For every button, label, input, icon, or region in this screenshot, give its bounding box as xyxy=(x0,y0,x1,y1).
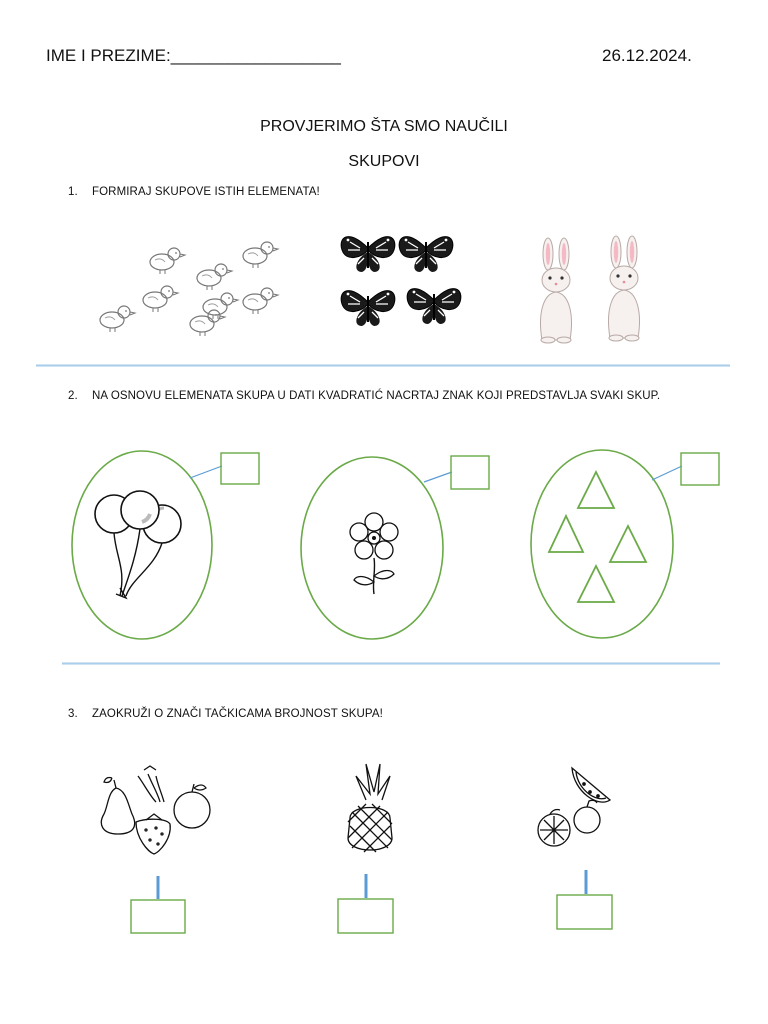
count-box-2[interactable] xyxy=(338,899,393,933)
page-title: PROVJERIMO ŠTA SMO NAUČILI xyxy=(260,118,508,135)
task-3-text: ZAOKRUŽI O ZNAČI TAČKICAMA BROJNOST SKUPA! xyxy=(92,708,383,720)
watermelon-orange-icon xyxy=(538,768,610,846)
answer-box-3[interactable] xyxy=(681,453,719,485)
mixed-fruit-icon xyxy=(101,766,210,854)
fruit-group-2 xyxy=(320,762,440,942)
separator-1 xyxy=(36,364,730,367)
flower-icon xyxy=(350,513,398,594)
fruit-group-1 xyxy=(96,762,236,942)
task-1-number: 1. xyxy=(68,186,78,198)
triangles-icon xyxy=(549,472,646,602)
task-1-text: FORMIRAJ SKUPOVE ISTIH ELEMENATA! xyxy=(92,186,320,198)
answer-box-2[interactable] xyxy=(451,456,489,489)
chicks-icon xyxy=(95,232,295,342)
balloons-icon xyxy=(95,491,181,598)
count-box-3[interactable] xyxy=(557,895,612,929)
task-3 xyxy=(68,708,383,720)
set-triangles xyxy=(530,448,750,648)
separator-2 xyxy=(62,662,720,665)
task-1 xyxy=(68,186,320,198)
task-2-number: 2. xyxy=(68,390,78,402)
name-label: IME I PREZIME: xyxy=(46,46,171,65)
count-box-1[interactable] xyxy=(131,900,185,933)
name-blank: __________________ xyxy=(170,46,341,65)
page-subtitle: SKUPOVI xyxy=(348,153,420,170)
fruit-group-3 xyxy=(530,758,650,938)
pineapple-icon xyxy=(348,764,392,852)
set-flower xyxy=(300,452,520,652)
task-3-number: 3. xyxy=(68,708,78,720)
rabbits-icon xyxy=(530,234,660,349)
task-2-text: NA OSNOVU ELEMENATA SKUPA U DATI KVADRATIĆ NACRTAJ ZNAK KOJI PREDSTAVLJA SVAKI SKUP. xyxy=(92,390,661,402)
date: 26.12.2024. xyxy=(602,46,692,65)
set-balloons xyxy=(70,448,290,648)
name-field[interactable] xyxy=(46,46,341,66)
butterflies-icon xyxy=(338,228,478,338)
answer-box-1[interactable] xyxy=(221,453,259,484)
task-2 xyxy=(68,390,660,402)
